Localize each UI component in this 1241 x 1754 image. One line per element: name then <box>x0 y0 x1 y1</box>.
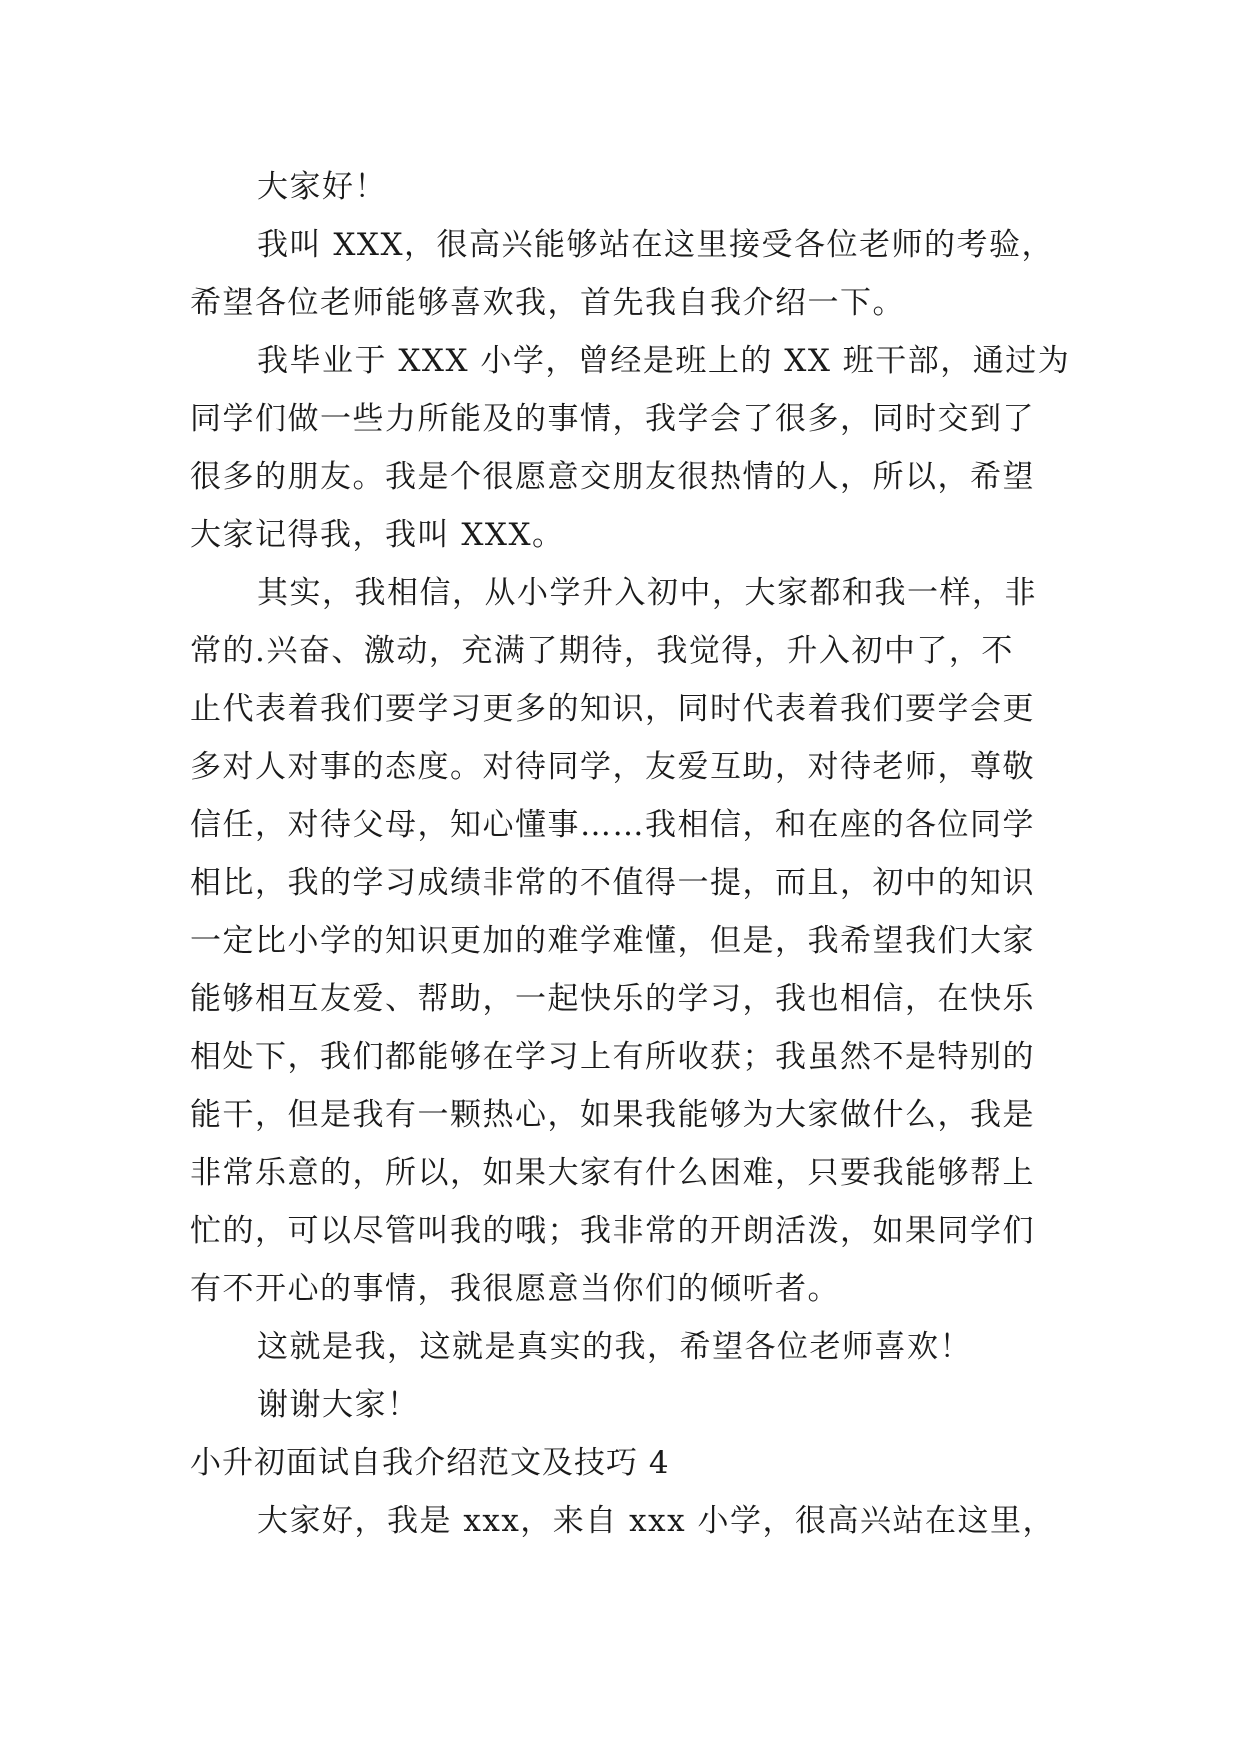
text-line: 相比，我的学习成绩非常的不值得一提，而且，初中的知识 <box>190 865 1035 901</box>
closing-line: 谢谢大家！ <box>257 1387 420 1423</box>
text-line: 多对人对事的态度。对待同学，友爱互助，对待老师，尊敬 <box>190 749 1035 785</box>
greeting-line: 大家好！ <box>257 169 387 205</box>
text-line: 忙的，可以尽管叫我的哦；我非常的开朗活泼，如果同学们 <box>190 1213 1035 1249</box>
document-page <box>190 158 1071 1550</box>
text-line: 非常乐意的，所以，如果大家有什么困难，只要我能够帮上 <box>190 1155 1035 1191</box>
text-line: 信任，对待父母，知心懂事……我相信，和在座的各位同学 <box>190 807 1035 843</box>
text-line: 能干，但是我有一颗热心，如果我能够为大家做什么，我是 <box>190 1097 1035 1133</box>
text-line: 止代表着我们要学习更多的知识，同时代表着我们要学会更 <box>190 691 1035 727</box>
text-line: 有不开心的事情，我很愿意当你们的倾听者。 <box>190 1271 840 1307</box>
text-line: 其实，我相信，从小学升入初中，大家都和我一样，非 <box>257 575 1037 611</box>
text-line: 相处下，我们都能够在学习上有所收获；我虽然不是特别的 <box>190 1039 1035 1075</box>
section-heading: 小升初面试自我介绍范文及技巧 4 <box>190 1445 670 1481</box>
text-line: 我叫 XXX，很高兴能够站在这里接受各位老师的考验， <box>257 227 1055 263</box>
text-line: 常的.兴奋、激动，充满了期待，我觉得，升入初中了，不 <box>190 633 1014 669</box>
text-line: 一定比小学的知识更加的难学难懂，但是，我希望我们大家 <box>190 923 1035 959</box>
text-line: 很多的朋友。我是个很愿意交朋友很热情的人，所以，希望 <box>190 459 1035 495</box>
text-line: 能够相互友爱、帮助，一起快乐的学习，我也相信，在快乐 <box>190 981 1035 1017</box>
text-line: 我毕业于 XXX 小学，曾经是班上的 XX 班干部，通过为 <box>257 343 1071 379</box>
text-line: 大家记得我，我叫 XXX。 <box>190 517 565 553</box>
text-line: 同学们做一些力所能及的事情，我学会了很多，同时交到了 <box>190 401 1035 437</box>
text-line: 希望各位老师能够喜欢我，首先我自我介绍一下。 <box>190 285 905 321</box>
text-line: 大家好，我是 xxx，来自 xxx 小学，很高兴站在这里， <box>257 1503 1055 1539</box>
text-line: 这就是我，这就是真实的我，希望各位老师喜欢！ <box>257 1329 972 1365</box>
